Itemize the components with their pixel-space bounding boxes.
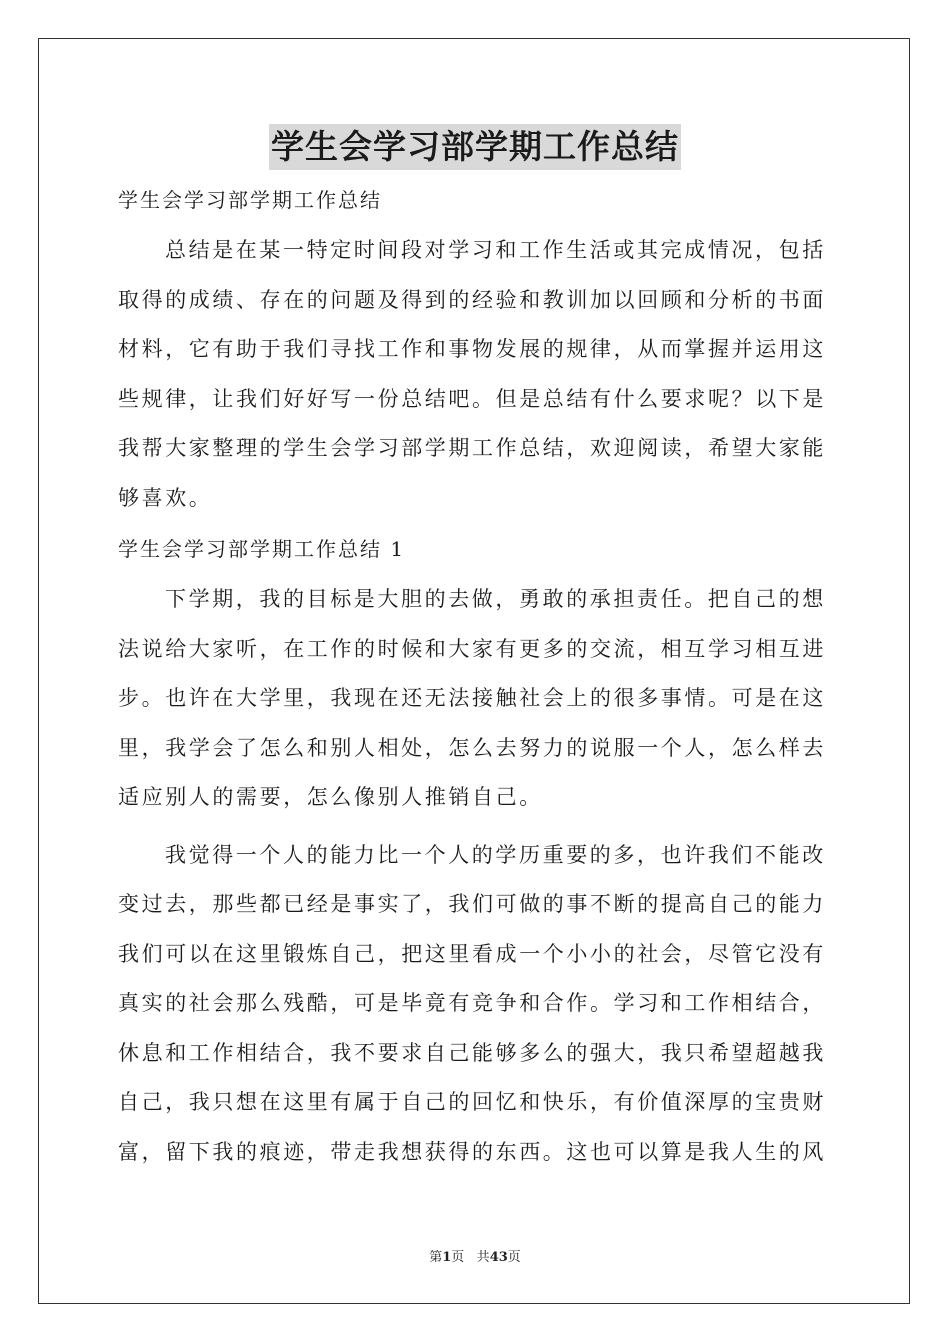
- paragraph-line: 够喜欢。: [118, 485, 213, 510]
- paragraph-line: 休息和工作相结合，我不要求自己能够多么的强大，我只希望超越我: [118, 1040, 826, 1065]
- footer-current-page: 1: [442, 1250, 452, 1265]
- paragraph-line: 总结是在某一特定时间段对学习和工作生活或其完成情况，包括: [165, 238, 826, 262]
- paragraph-line: 法说给大家听，在工作的时候和大家有更多的交流，相互学习相互进: [118, 636, 826, 661]
- section-heading: 学生会学习部学期工作总结 1: [118, 537, 406, 561]
- paragraph-line: 取得的成绩、存在的问题及得到的经验和教训加以回顾和分析的书面: [118, 287, 826, 312]
- footer-page-suffix: 页: [451, 1250, 465, 1265]
- paragraph-line: 真实的社会那么残酷，可是毕竟有竞争和合作。学习和工作相结合，: [118, 991, 826, 1015]
- paragraph-line: 富，留下我的痕迹，带走我想获得的东西。这也可以算是我人生的风: [118, 1139, 826, 1164]
- footer-total-prefix: 共: [476, 1250, 490, 1265]
- paragraph-line: 自己，我只想在这里有属于自己的回忆和快乐，有价值深厚的宝贵财: [118, 1090, 826, 1114]
- paragraph-line: 我觉得一个人的能力比一个人的学历重要的多，也许我们不能改: [165, 842, 826, 867]
- paragraph-line: 步。也许在大学里，我现在还无法接触社会上的很多事情。可是在这: [118, 686, 826, 710]
- footer-total-pages: 43: [489, 1250, 508, 1265]
- footer-total-suffix: 页: [507, 1250, 521, 1265]
- paragraph-line: 些规律，让我们好好写一份总结吧。但是总结有什么要求呢？以下是: [118, 386, 826, 411]
- paragraph-line: 里，我学会了怎么和别人相处，怎么去努力的说服一个人，怎么样去: [118, 735, 826, 760]
- section-paragraph-2: [118, 831, 834, 1178]
- paragraph-line: 下学期，我的目标是大胆的去做，勇敢的承担责任。把自己的想: [165, 587, 826, 611]
- document-title-wrapper: [0, 124, 950, 170]
- document-body: [118, 180, 834, 1177]
- intro-paragraph: [118, 226, 834, 523]
- document-subtitle: 学生会学习部学期工作总结: [118, 188, 382, 212]
- paragraph-line: 适应别人的需要，怎么像别人推销自己。: [118, 785, 543, 809]
- section-paragraph-1: [118, 575, 834, 823]
- paragraph-line: 我们可以在这里锻炼自己，把这里看成一个小小的社会，尽管它没有: [118, 941, 826, 966]
- paragraph-line: 材料，它有助于我们寻找工作和事物发展的规律，从而掌握并运用这: [118, 337, 826, 361]
- page-footer: [0, 1246, 950, 1265]
- document-title: 学生会学习部学期工作总结: [269, 124, 681, 170]
- paragraph-line: 变过去，那些都已经是事实了，我们可做的事不断的提高自己的能力: [118, 892, 826, 916]
- footer-page-prefix: 第: [429, 1250, 443, 1265]
- paragraph-line: 我帮大家整理的学生会学习部学期工作总结，欢迎阅读，希望大家能: [118, 436, 826, 460]
